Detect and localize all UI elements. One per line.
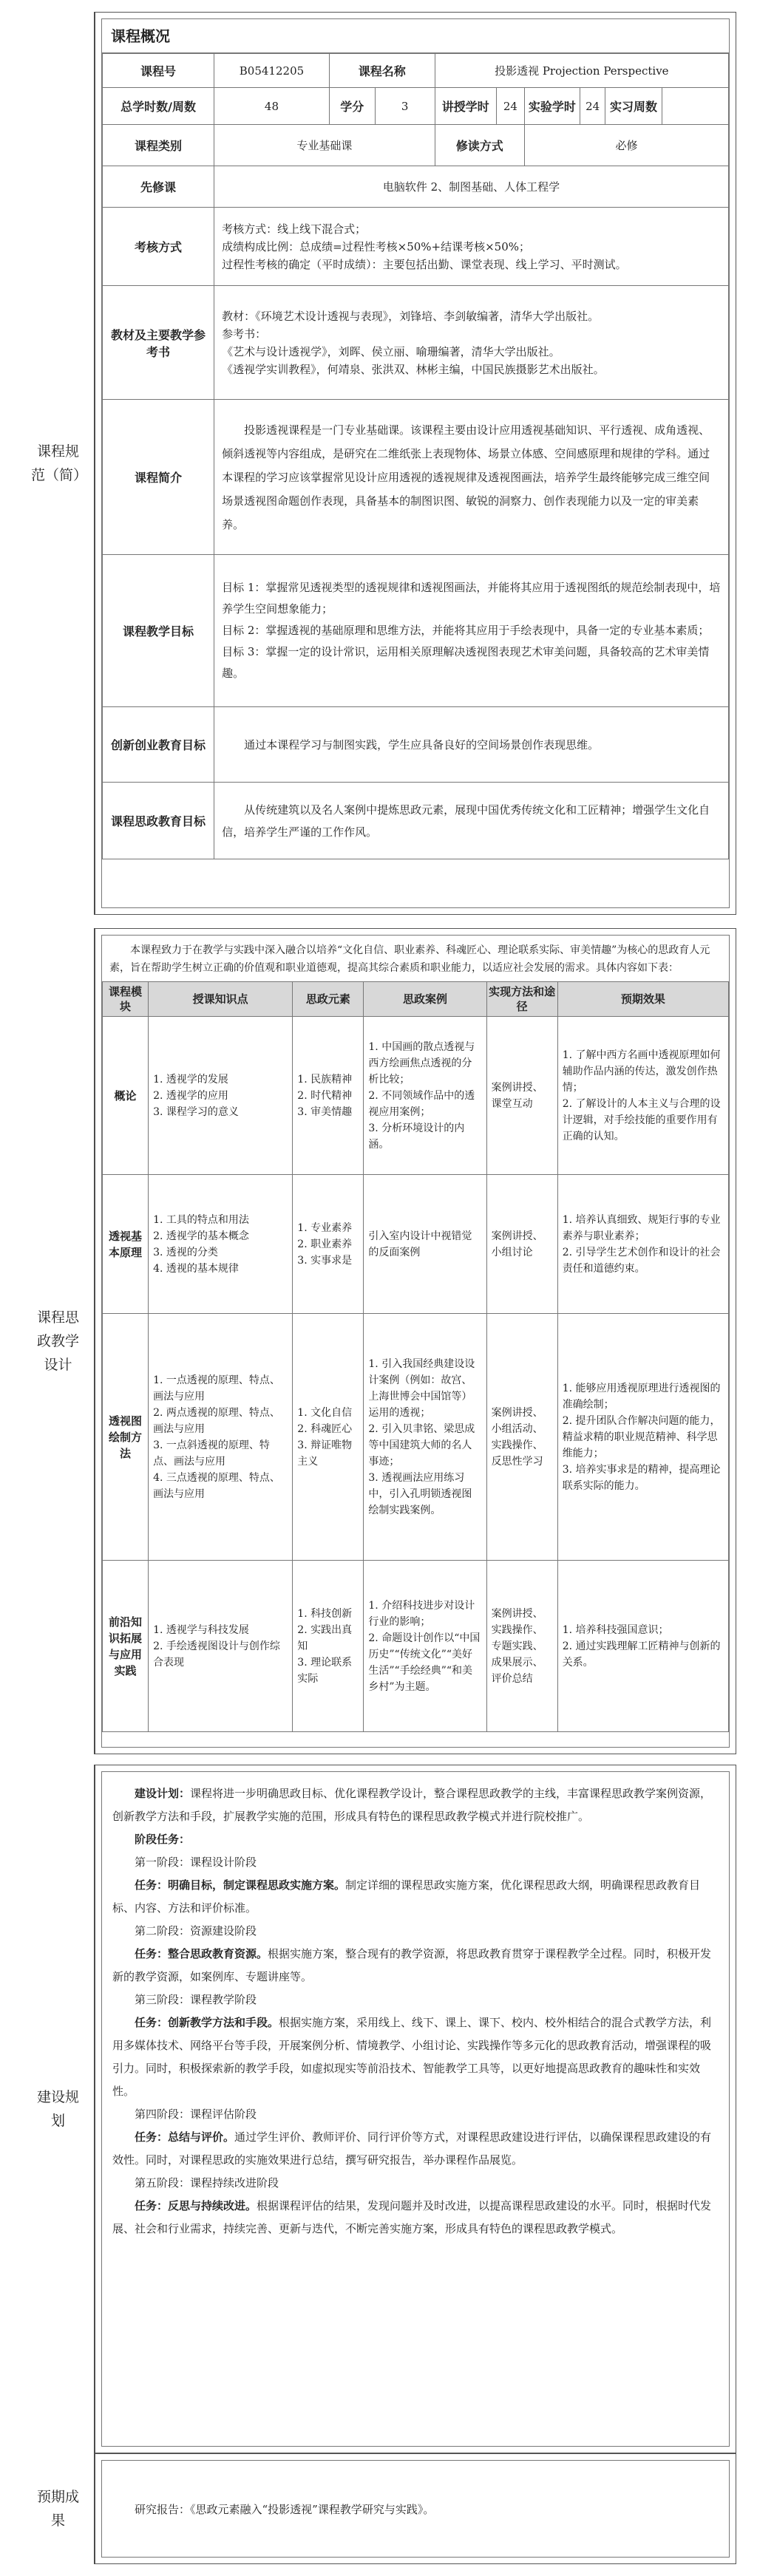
plan-text: 根据课程评估的结果，发现问题并及时改进，以提高课程思政建设的水平。同时，根据时代发展、社会和行业需求，持续完善、更新与迭代，不断完善实施方案，形成具有特色的课程思政教学模式。 [112,2199,712,2235]
goal-line: 目标 2：掌握透视的基础原理和思维方法，并能将其应用于手绘表现中，具备一定的专业基本素质； [222,624,710,637]
cases-cell [364,1314,486,1561]
practice-weeks-value [662,88,728,125]
plan-paragraph [112,1851,719,1874]
methods-cell: 案例讲授、小组活动、实践操作、反思性学习 [486,1314,557,1561]
goals-value [214,555,729,707]
course-spec-inner [101,18,730,908]
course-spec-side-label: 课程规范（简） [22,12,95,915]
expected-outcome-text: 研究报告：《思政元素融入“投影透视”课程教学研究与实践》。 [135,2502,435,2516]
table-row [103,555,729,707]
construction-plan-section [22,1765,736,2453]
effects-cell [557,1561,728,1732]
list-item: 2. 两点透视的原理、特点、画法与应用 [153,1406,280,1435]
expected-outcome-inner [101,2460,730,2558]
credits-value: 3 [375,88,435,125]
list-item: 2. 命题设计创作以“中国历史”“传统文化”“美好生活”“手绘经典”“和美乡村”为主题。 [368,1632,481,1693]
module-cell: 透视基本原理 [103,1175,149,1314]
lab-hours-value: 24 [580,88,605,125]
col-header-module: 课程模块 [103,982,149,1017]
assessment-line: 过程性考核的确定（平时成绩）：主要包括出勤、课堂表现、线上学习、平时测试。 [222,257,627,271]
effects-cell [557,1017,728,1175]
ideology-value: 从传统建筑以及名人案例中提炼思政元素，展现中国优秀传统文化和工匠精神；增强学生文化自信，培养学生严谨的工作作风。 [214,783,729,859]
list-item: 3. 辩证唯物主义 [297,1439,353,1468]
course-spec-section [22,12,736,915]
table-row [103,1017,729,1175]
list-item: 1. 能够应用透视原理进行透视图的准确绘制； [562,1382,721,1411]
expected-outcome-side-label: 预期成果 [22,2453,95,2564]
assessment-line: 考核方式：线上线下混合式； [222,222,367,236]
list-item: 3. 实事求是 [297,1254,353,1267]
list-item: 1. 科技创新 [297,1607,353,1620]
table-row [103,783,729,859]
plan-lead: 任务：创新教学方法和手段。 [135,2016,279,2029]
textbook-label: 教材及主要教学参考书 [103,286,214,400]
intro-value: 投影透视课程是一门专业基础课。该课程主要由设计应用透视基础知识、平行透视、成角透视、倾斜透视等内容组成，是研究在二维纸张上表现物体、场景立体感、空间感原理和规律的学科。通过本课程的学习应该掌握常见设计应用透视的透视规律及透视图画法，培养学生最终能够完成三维空间场景透视图命题创作表现，具备基本的制图识图、敏锐的洞察力、创作表现能力以及一定的审美素养。 [214,400,729,555]
list-item: 3. 分析环境设计的内涵。 [368,1122,465,1151]
plan-text: 第四阶段：课程评估阶段 [135,2108,257,2121]
methods-cell: 案例讲授、实践操作、专题实践、成果展示、评价总结 [486,1561,557,1732]
list-item: 1. 文化自信 [297,1406,353,1419]
list-item: 3. 审美情趣 [297,1105,353,1118]
intro-label: 课程简介 [103,400,214,555]
plan-text: 制定详细的课程思政实施方案，优化课程思政大纲，明确课程思政教育目标、内容、方法和评价标准。 [112,1878,701,1915]
plan-paragraph [112,2103,719,2126]
assessment-value [214,208,729,286]
list-item: 2. 透视学的基本概念 [153,1230,249,1242]
plan-paragraph [112,2126,719,2172]
table-row [103,400,729,555]
list-item: 2. 科魂匠心 [297,1422,353,1435]
lecture-hours-label: 讲授学时 [435,88,496,125]
list-item: 2. 职业素养 [297,1238,353,1250]
practice-weeks-label: 实习周数 [605,88,662,125]
construction-plan-frame [95,1765,736,2453]
table-header-row [103,982,729,1017]
table-row [103,286,729,400]
list-item: 1. 民族精神 [297,1073,353,1086]
list-item: 2. 实践出真知 [297,1623,353,1652]
plan-text: 通过学生评价、教师评价、同行评价等方式，对课程思政建设进行评估，以确保课程思政建设的有效性。同时，对课程思政的实施效果进行总结，撰写研究报告，举办课程作品展览。 [112,2130,712,2167]
col-header-effects: 预期效果 [557,982,728,1017]
list-item: 2. 不同领域作品中的透视应用案例； [368,1089,475,1118]
list-item: 2. 引入贝聿铭、梁思成等中国建筑大师的名人事迹； [368,1422,475,1468]
plan-paragraph [112,1782,719,1828]
list-item: 3. 透视的分类 [153,1246,218,1258]
table-row [103,1561,729,1732]
construction-plan-side-label: 建设规划 [22,1765,95,2453]
list-item: 2. 了解设计的人本主义与合理的设计逻辑，对手绘技能的重要作用有正确的认知。 [562,1097,721,1142]
construction-plan-inner [101,1771,730,2447]
section-title: 课程概况 [102,19,729,53]
plan-lead: 任务：反思与持续改进。 [135,2199,257,2212]
plan-text: 根据实施方案，整合现有的教学资源，将思政教育贯穿于课程教学全过程。同时，积极开发新的教学资源，如案例库、专题讲座等。 [112,1947,712,1983]
list-item: 1. 透视学的发展 [153,1073,228,1086]
innovation-label: 创新创业教育目标 [103,707,214,783]
col-header-methods: 实现方法和途径 [486,982,557,1017]
module-cell: 透视图绘制方法 [103,1314,149,1561]
plan-text: 第二阶段：资源建设阶段 [135,1924,257,1938]
prereq-label: 先修课 [103,166,214,208]
plan-text: 第三阶段：课程教学阶段 [135,1993,257,2006]
methods-cell: 案例讲授、课堂互动 [486,1017,557,1175]
plan-paragraph [112,1989,719,2011]
list-item: 1. 介绍科技进步对设计行业的影响； [368,1599,475,1628]
list-item: 2. 引导学生艺术创作和设计的社会责任和道德约束。 [562,1246,721,1275]
plan-paragraph [112,1828,719,1851]
list-item: 1. 透视学与科技发展 [153,1623,249,1636]
study-mode-label: 修读方式 [435,125,524,166]
module-cell: 概论 [103,1017,149,1175]
list-item: 1. 工具的特点和用法 [153,1213,249,1226]
list-item: 1. 专业素养 [297,1221,353,1234]
prereq-value: 电脑软件 2、制图基础、人体工程学 [214,166,729,208]
list-item: 2. 时代精神 [297,1089,353,1102]
list-item: 1. 引入我国经典建设设计案例（例如：故宫、上海世博会中国馆等）运用的透视； [368,1357,475,1419]
list-item: 2. 通过实践理解工匠精神与创新的关系。 [562,1640,721,1669]
points-cell [149,1314,293,1561]
ideology-design-side-label: 课程思政教学设计 [22,928,95,1754]
list-item: 3. 一点斜透视的原理、特点、画法与应用 [153,1439,270,1468]
textbook-line: 教材：《环境艺术设计透视与表现》，刘锋培、李剑敏编著，清华大学出版社。 [222,309,600,323]
textbook-line: 《艺术与设计透视学》，刘晖、侯立丽、喻珊编著，清华大学出版社。 [222,344,560,358]
points-cell [149,1017,293,1175]
plan-lead: 任务：明确目标，制定课程思政实施方案。 [135,1878,346,1892]
study-mode-value: 必修 [524,125,728,166]
credits-label: 学分 [329,88,375,125]
elements-cell [293,1561,364,1732]
points-cell [149,1175,293,1314]
table-row [103,1314,729,1561]
total-hours-label: 总学时数/周数 [103,88,214,125]
course-name-value: 投影透视 Projection Perspective [435,54,728,88]
lab-hours-label: 实验学时 [524,88,580,125]
elements-cell [293,1175,364,1314]
col-header-points: 授课知识点 [149,982,293,1017]
list-item: 1. 培养认真细致、规矩行事的专业素养与职业素养； [562,1213,721,1242]
list-item: 1. 培养科技强国意识； [562,1623,669,1636]
list-item: 4. 三点透视的原理、特点、画法与应用 [153,1471,280,1500]
plan-text: 第五阶段：课程持续改进阶段 [135,2176,279,2190]
ideology-table [102,981,729,1732]
ideology-design-inner [101,935,730,1748]
list-item: 2. 提升团队合作解决问题的能力，精益求精的职业规范精神、科学思维能力； [562,1414,721,1459]
expected-outcome-frame [95,2453,736,2564]
table-row [103,88,729,125]
course-spec-frame [95,12,736,915]
assessment-label: 考核方式 [103,208,214,286]
lecture-hours-value: 24 [496,88,524,125]
table-row [103,208,729,286]
plan-text: 课程将进一步明确思政目标、优化课程教学设计，整合课程思政教学的主线，丰富课程思政教学案例资源，创新教学方法和手段，扩展教学实施的范围，形成具有特色的课程思政教学模式并进行院校推广。 [112,1787,712,1823]
category-value: 专业基础课 [214,125,435,166]
col-header-elements: 思政元素 [293,982,364,1017]
category-label: 课程类别 [103,125,214,166]
course-no-value: B05412205 [214,54,330,88]
cases-cell [364,1561,486,1732]
list-item: 4. 透视的基本规律 [153,1262,239,1275]
plan-text: 第一阶段：课程设计阶段 [135,1856,257,1869]
table-row [103,1175,729,1314]
plan-paragraph [112,1943,719,1989]
plan-paragraph [112,1920,719,1943]
effects-cell [557,1314,728,1561]
ideology-design-frame [95,928,736,1754]
list-item: 3. 课程学习的意义 [153,1105,239,1118]
list-item: 1. 一点透视的原理、特点、画法与应用 [153,1374,280,1403]
list-item: 2. 透视学的应用 [153,1089,228,1102]
textbook-line: 《透视学实训教程》，何靖泉、张洪双、林彬主编，中国民族摄影艺术出版社。 [222,362,605,376]
plan-paragraph [112,2195,719,2241]
course-spec-table [102,53,729,859]
design-intro: 本课程致力于在教学与实践中深入融合以培养“文化自信、职业素养、科魂匠心、理论联系实际、审美情趣”为核心的思政育人元素，旨在帮助学生树立正确的价值观和职业道德观，提高其综合素质和职业能力，以适应社会发展的需求。具体内容如下表： [109,944,710,974]
cases-cell [364,1175,486,1314]
list-item: 3. 理论联系实际 [297,1656,353,1685]
list-item: 2. 手绘透视图设计与创作综合表现 [153,1640,280,1669]
list-item: 3. 透视画法应用练习中，引入孔明锁透视图绘制实践案例。 [368,1471,472,1516]
goal-line: 目标 3：掌握一定的设计常识，运用相关原理解决透视图表现艺术审美问题，具备较高的艺术审美情趣。 [222,645,710,680]
table-row [103,125,729,166]
effects-cell [557,1175,728,1314]
plan-lead: 任务：总结与评价。 [135,2130,235,2144]
course-no-label: 课程号 [103,54,214,88]
points-cell [149,1561,293,1732]
elements-cell [293,1017,364,1175]
plan-lead: 任务：整合思政教育资源。 [135,1947,268,1960]
cases-cell [364,1017,486,1175]
elements-cell [293,1314,364,1561]
plan-paragraph [112,2172,719,2195]
module-cell: 前沿知识拓展与应用实践 [103,1561,149,1732]
goals-label: 课程教学目标 [103,555,214,707]
methods-cell: 案例讲授、小组讨论 [486,1175,557,1314]
list-item: 1. 了解中西方名画中透视原理如何辅助作品内涵的传达，激发创作热情； [562,1049,721,1094]
plan-lead: 建设计划： [135,1787,191,1800]
innovation-value: 通过本课程学习与制图实践，学生应具备良好的空间场景创作表现思维。 [214,707,729,783]
total-hours-value: 48 [214,88,330,125]
ideology-design-section [22,928,736,1754]
plan-body [102,1772,729,2241]
list-item: 1. 中国画的散点透视与西方绘画焦点透视的分析比较； [368,1040,475,1086]
list-item: 引入室内设计中视错觉的反面案例 [368,1230,472,1258]
goal-line: 目标 1：掌握常见透视类型的透视规律和透视图画法，并能将其应用于透视图纸的规范绘制表现中，培养学生空间想象能力； [222,581,721,616]
table-row [103,54,729,88]
plan-paragraph [112,1874,719,1920]
plan-paragraph [112,2011,719,2103]
plan-text: 根据实施方案，采用线上、线下、课上、课下、校内、校外相结合的混合式教学方法，利用多媒体技术、网络平台等手段，开展案例分析、情境教学、小组讨论、实践操作等多元化的思政教育活动，增强课程的吸引力。同时，积极探索新的教学手段，如虚拟现实等前沿技术、智能教学工具等，以更好地提高思政教育的趣味性和实效性。 [112,2016,712,2098]
table-row [103,707,729,783]
ideology-label: 课程思政教育目标 [103,783,214,859]
expected-outcome-section [22,2453,736,2564]
plan-lead: 阶段任务： [135,1833,191,1846]
course-name-label: 课程名称 [329,54,435,88]
table-row [103,166,729,208]
assessment-line: 成绩构成比例：总成绩=过程性考核×50%+结课考核×50%； [222,239,531,253]
textbook-line: 参考书： [222,327,267,341]
col-header-cases: 思政案例 [364,982,486,1017]
textbook-value [214,286,729,400]
list-item: 3. 培养实事求是的精神，提高理论联系实际的能力。 [562,1463,721,1492]
